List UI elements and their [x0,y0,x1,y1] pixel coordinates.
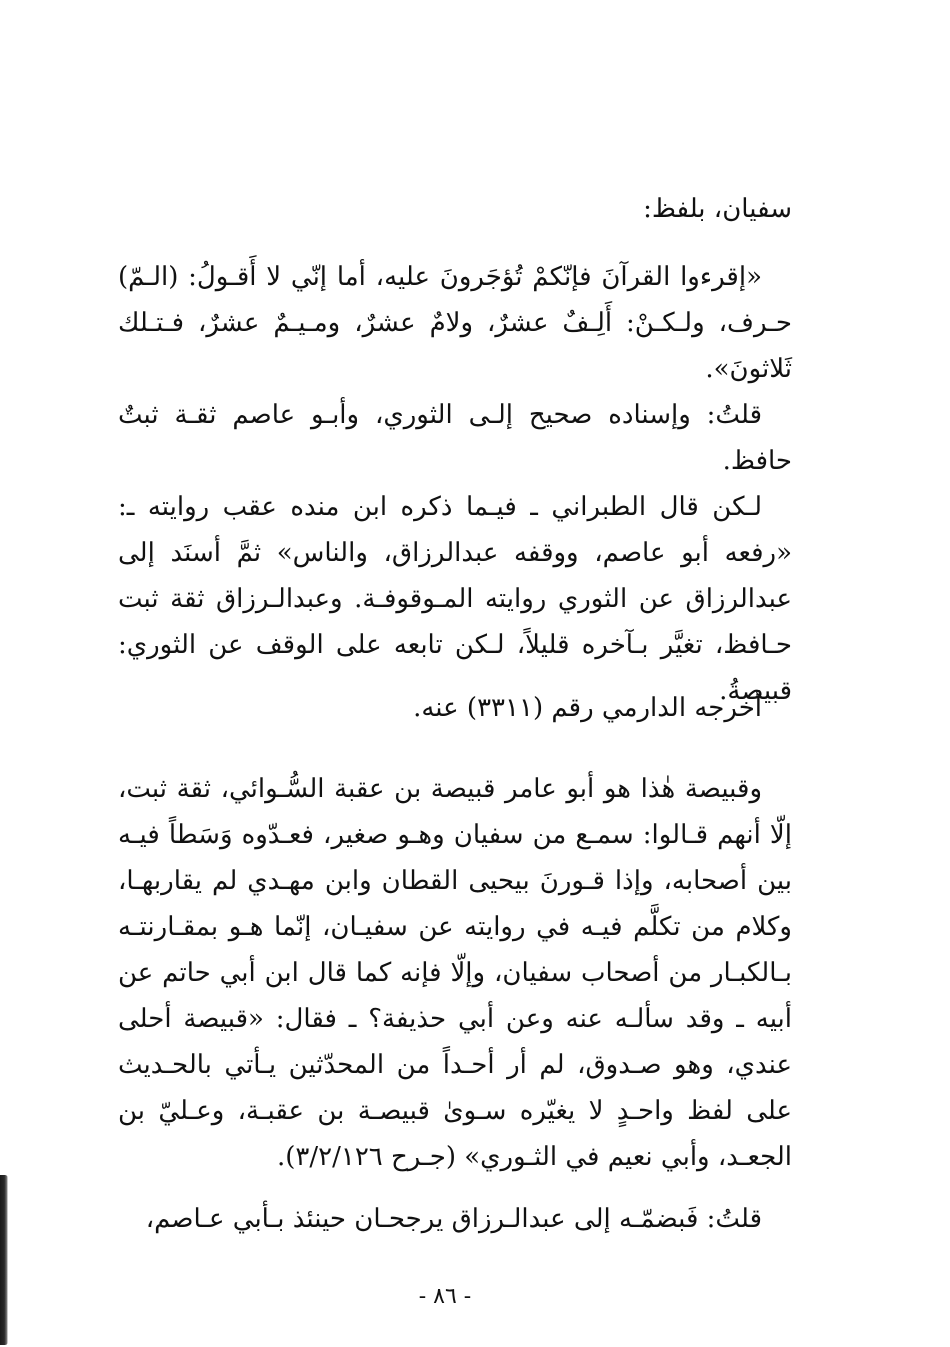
paragraph-intro: سفيان، بلفظ: [643,194,792,224]
page-binding-edge [0,1175,8,1345]
paragraph-tabarani: لـكن قال الطبراني ـ فيـما ذكره ابن منده عقب روايته ـ: «رفعه أبو عاصم، ووقفه عبدالرزاق، والناس» ثمَّ أسنَد إلى عبدالرزاق عن الثوري روايته المـوقوفـة. وعبدالـرزاق ثقة ثبت حـافظ، تغيَّر بـآخره قليلاً، لـكن تابعه على الوقف عن الثوري: قبيصةُ. [118,492,792,706]
page-number: - ٨٦ - [418,1284,472,1309]
paragraph-conclusion: قلتُ: فَبضمّـه إلى عبدالـرزاق يرجحـان حينئذ بـأبي عـاصم، [145,1204,762,1234]
paragraph-hadith-quote: «إقرءوا القرآنَ فإنّكمْ تُؤجَرونَ عليه، أما إنّي لا أَقـولُ: (الـمّ) حـرف، ولـكـنْ: أَلِـفٌ عشرٌ، ولامٌ عشرٌ، ومـيـمٌ عشرٌ، فـتـلك ثَلاثونَ». [118,262,792,384]
paragraph-darimi-reference: أخرجه الدارمي رقم (٣٣١١) عنه. [413,693,762,723]
paragraph-qabisa: وقبيصة هٰذا هو أبو عامر قبيصة بن عقبة السُّـوائي، ثقة ثبت، إلّا أنهم قـالوا: سمـع من سفيان وهـو صغير، فعـدّوه وَسَطاً فيـه بين أصحابه، وإذا قـورنَ بيحيى القطان وابن مهـدي لم يقاربهـا، وكلام من تكلَّم فيـه في روايته عن سفيـان، إنّما هـو بمقـارنتـه بـالكبـار من أصحاب سفيان، وإلّا فإنه كما قال ابن أبي حاتم عن أبيه ـ وقد سألـه عنه وعن أبي حذيفة؟ ـ فقال: «قبيصة أحلى عندي، وهو صـدوق، لم أر أحـداً من المحدّثين يـأتي بالحـديث على لفظ واحـدٍ لا يغيّره سـوىٰ قبيصـة بن عقبـة، وعـليّ بن الجعـد، وأبي نعيم في الثـوري» (جـرح ٣/٢/١٢٦). [118,774,792,1172]
paragraph-isnad-note: قلتُ: وإسناده صحيح إلـى الثوري، وأبـو عاصم ثقـة ثبتٌ حافظ. [118,400,792,476]
